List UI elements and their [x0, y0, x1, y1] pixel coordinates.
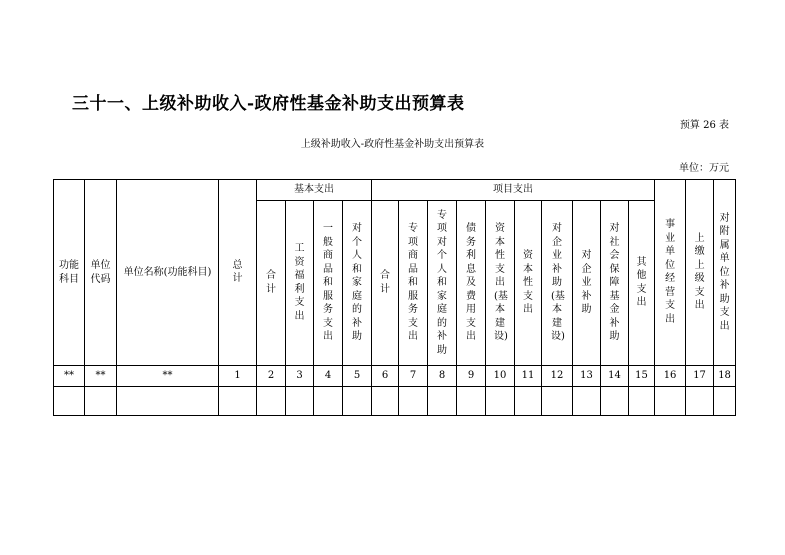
header-proj-enterprise: 对企业补助: [573, 201, 601, 366]
header-proj-enterprise-build: 对企业补助(基本建设): [542, 201, 573, 366]
table-cell: [286, 387, 314, 416]
column-number: 13: [573, 366, 601, 387]
column-number: 18: [714, 366, 736, 387]
table-cell: [372, 387, 399, 416]
table-cell: [714, 387, 736, 416]
table-cell: [457, 387, 486, 416]
column-number: 14: [601, 366, 629, 387]
header-proj-debt: 债务利息及费用支出: [457, 201, 486, 366]
header-total: 总计: [219, 180, 257, 366]
column-number: 1: [219, 366, 257, 387]
table-cell: [314, 387, 343, 416]
column-number: 9: [457, 366, 486, 387]
table-cell: [85, 387, 117, 416]
table-cell: [219, 387, 257, 416]
header-basic-salary: 工资福利支出: [286, 201, 314, 366]
table-cell: [428, 387, 457, 416]
header-affiliated: 对附属单位补助支出: [714, 180, 736, 366]
table-cell: [399, 387, 428, 416]
header-basic-goods: 一般商品和服务支出: [314, 201, 343, 366]
column-number: 3: [286, 366, 314, 387]
column-number: 5: [343, 366, 372, 387]
table-cell: [629, 387, 655, 416]
column-number: 7: [399, 366, 428, 387]
column-number: 15: [629, 366, 655, 387]
column-number: 12: [542, 366, 573, 387]
column-number: 8: [428, 366, 457, 387]
budget-table: [53, 179, 736, 416]
column-number: 11: [515, 366, 542, 387]
column-number: 6: [372, 366, 399, 387]
table-title: 上级补助收入-政府性基金补助支出预算表: [300, 139, 485, 150]
table-cell: [601, 387, 629, 416]
page-title: 三十一、上级补助收入-政府性基金补助支出预算表: [72, 94, 465, 114]
column-number: 2: [257, 366, 286, 387]
table-cell: [515, 387, 542, 416]
header-unit-code: 单位代码: [85, 180, 117, 366]
header-biz-unit: 事业单位经营支出: [655, 180, 686, 366]
table-cell: [54, 387, 85, 416]
header-proj-capital: 资本性支出: [515, 201, 542, 366]
column-number-row: [54, 366, 736, 387]
header-upper-pay: 上缴上级支出: [686, 180, 714, 366]
table-cell: [542, 387, 573, 416]
table-cell: [573, 387, 601, 416]
header-proj-goods: 专项商品和服务支出: [399, 201, 428, 366]
header-basic-group: 基本支出: [257, 180, 372, 201]
header-proj-subsidy: 专项对个人和家庭的补助: [428, 201, 457, 366]
form-number: 预算 26 表: [679, 120, 729, 131]
table-cell: [655, 387, 686, 416]
column-number: 4: [314, 366, 343, 387]
header-proj-capital-build: 资本性支出(基本建设): [486, 201, 515, 366]
column-number: **: [85, 366, 117, 387]
table-cell: [686, 387, 714, 416]
header-unit-name: 单位名称(功能科目): [117, 180, 219, 366]
column-number: 16: [655, 366, 686, 387]
header-project-group: 项目支出: [372, 180, 655, 201]
header-proj-total: 合计: [372, 201, 399, 366]
column-number: 10: [486, 366, 515, 387]
table-cell: [117, 387, 219, 416]
column-number: **: [117, 366, 219, 387]
table-row: [54, 387, 736, 416]
header-basic-subsidy: 对个人和家庭的补助: [343, 201, 372, 366]
table-cell: [486, 387, 515, 416]
header-proj-other: 其他支出: [629, 201, 655, 366]
header-basic-total: 合计: [257, 201, 286, 366]
table-cell: [257, 387, 286, 416]
unit-label: 单位：万元: [679, 163, 729, 174]
table-cell: [343, 387, 372, 416]
header-func-code: 功能科目: [54, 180, 85, 366]
header-proj-social: 对社会保障基金补助: [601, 201, 629, 366]
column-number: 17: [686, 366, 714, 387]
column-number: **: [54, 366, 85, 387]
header-row-groups: [54, 180, 736, 201]
